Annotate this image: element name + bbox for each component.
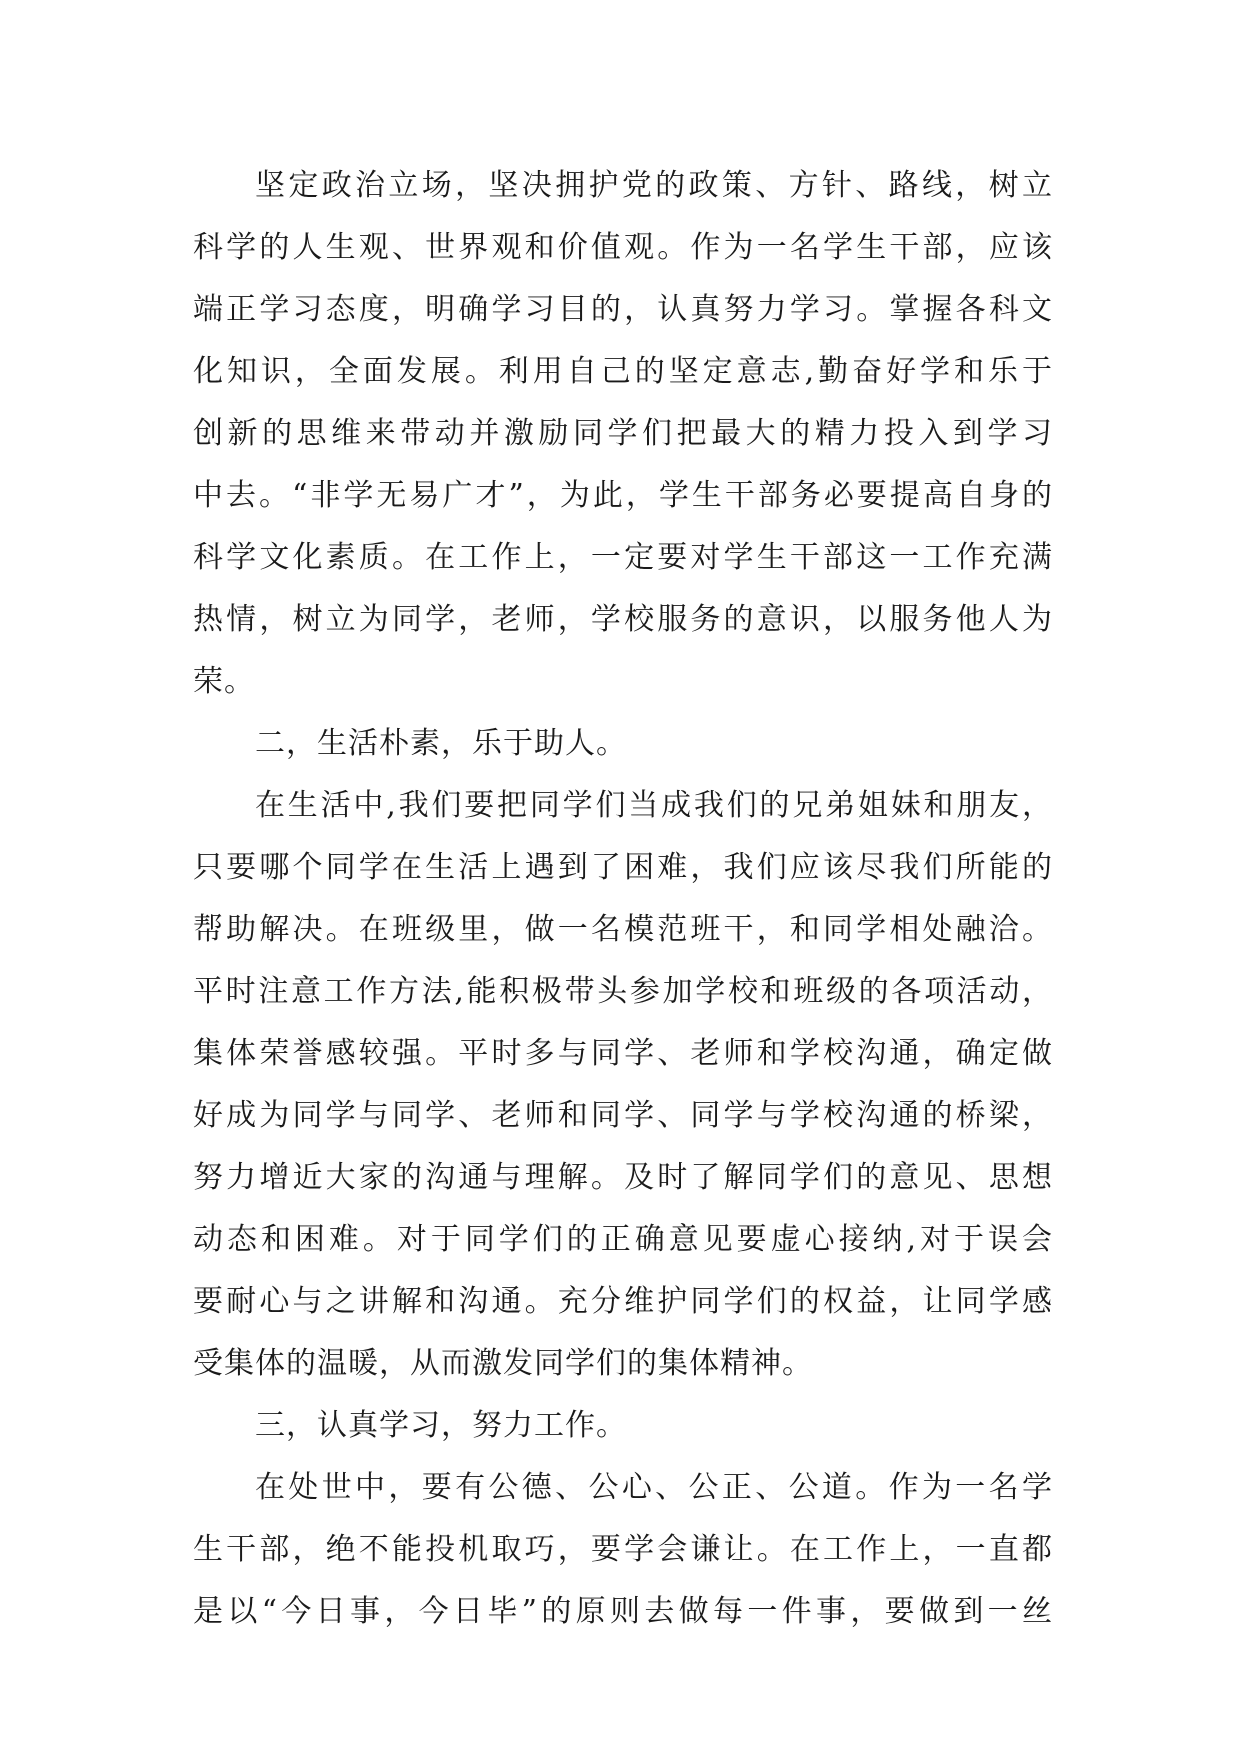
text-line: 二，生活朴素，乐于助人。	[255, 726, 627, 761]
text-line: 集体荣誉感较强。平时多与同学、老师和学校沟通，确定做	[193, 1036, 1053, 1071]
text-line: 坚定政治立场，坚决拥护党的政策、方针、路线，树立	[255, 168, 1053, 203]
text-line: 热情，树立为同学，老师，学校服务的意识，以服务他人为	[193, 602, 1053, 637]
text-line: 荣。	[193, 664, 255, 699]
text-line: 端正学习态度，明确学习目的，认真努力学习。掌握各科文	[193, 292, 1053, 327]
text-line: 好成为同学与同学、老师和同学、同学与学校沟通的桥梁，	[193, 1098, 1053, 1133]
text-line: 努力增近大家的沟通与理解。及时了解同学们的意见、思想	[193, 1160, 1053, 1195]
text-line: 在生活中,我们要把同学们当成我们的兄弟姐妹和朋友，	[255, 788, 1053, 823]
text-line: 只要哪个同学在生活上遇到了困难，我们应该尽我们所能的	[193, 850, 1053, 885]
text-line: 化知识，全面发展。利用自己的坚定意志,勤奋好学和乐于	[193, 354, 1053, 389]
text-line: 中去。“非学无易广才”，为此，学生干部务必要提高自身的	[193, 478, 1053, 513]
text-line: 动态和困难。对于同学们的正确意见要虚心接纳,对于误会	[193, 1222, 1053, 1257]
text-line: 要耐心与之讲解和沟通。充分维护同学们的权益，让同学感	[193, 1284, 1053, 1319]
text-line: 科学文化素质。在工作上，一定要对学生干部这一工作充满	[193, 540, 1053, 575]
document-body	[193, 155, 1053, 1643]
text-line: 在处世中，要有公德、公心、公正、公道。作为一名学	[255, 1470, 1053, 1505]
text-line: 科学的人生观、世界观和价值观。作为一名学生干部，应该	[193, 230, 1053, 265]
text-line: 生干部，绝不能投机取巧，要学会谦让。在工作上，一直都	[193, 1532, 1053, 1567]
text-line: 平时注意工作方法,能积极带头参加学校和班级的各项活动，	[193, 974, 1053, 1009]
text-line: 三，认真学习，努力工作。	[255, 1408, 627, 1443]
text-line: 是以“今日事，今日毕”的原则去做每一件事，要做到一丝	[193, 1594, 1053, 1629]
text-line: 帮助解决。在班级里，做一名模范班干，和同学相处融洽。	[193, 912, 1053, 947]
text-line: 受集体的温暖，从而激发同学们的集体精神。	[193, 1346, 813, 1381]
text-line: 创新的思维来带动并激励同学们把最大的精力投入到学习	[193, 416, 1053, 451]
